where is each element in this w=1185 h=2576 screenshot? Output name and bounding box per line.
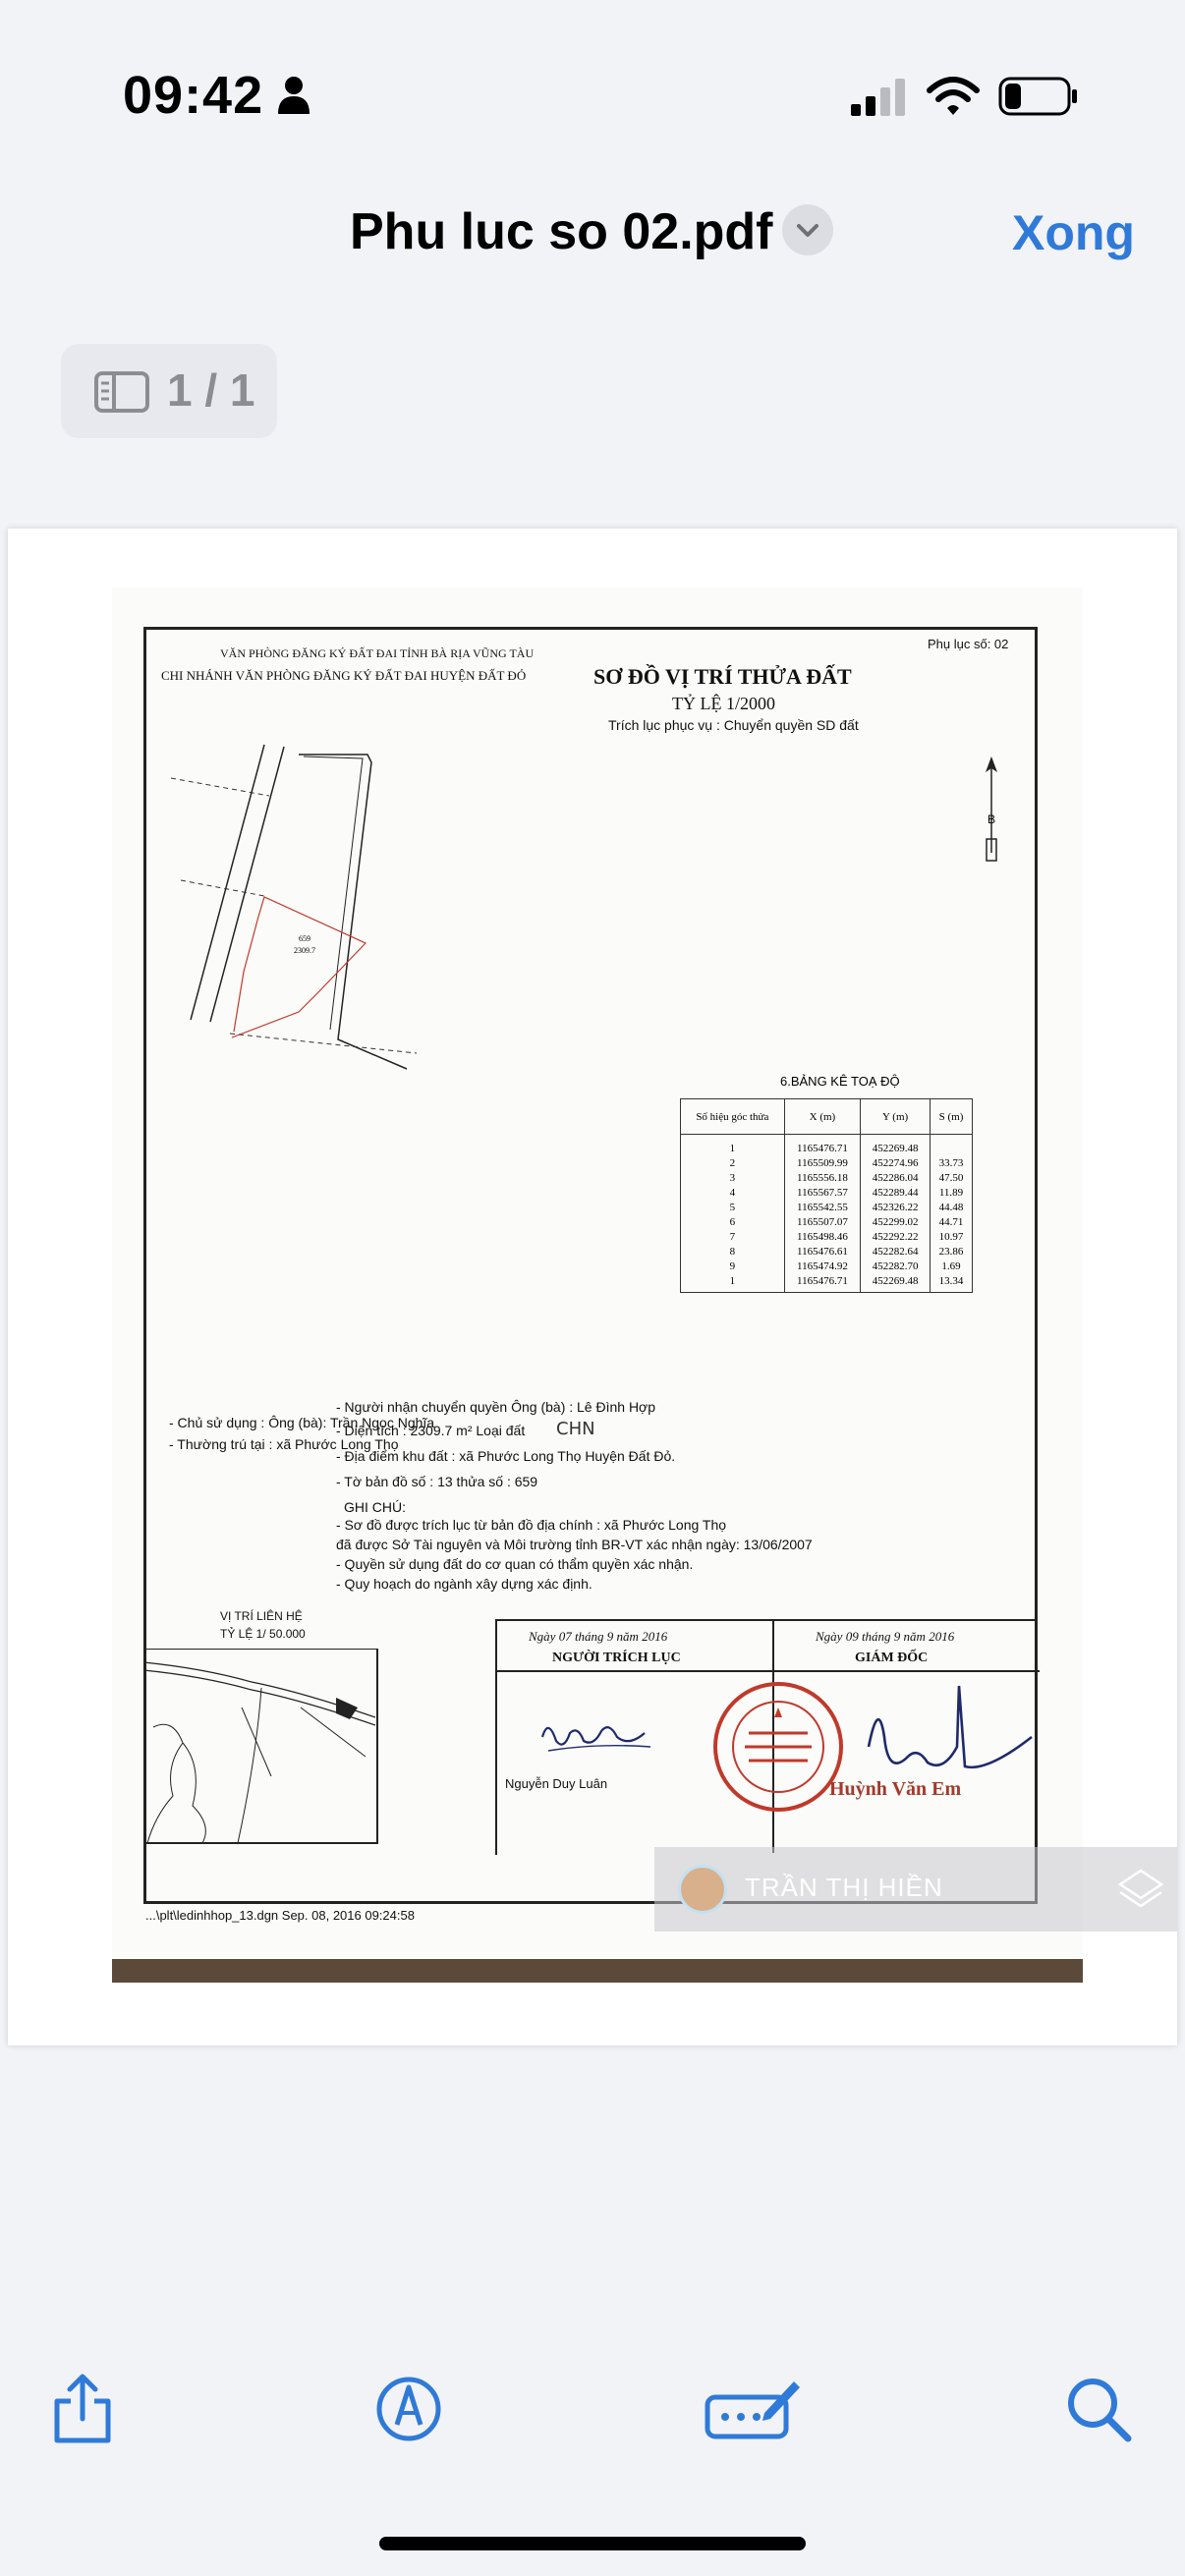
table-row: [681, 1135, 973, 1157]
parcel-area: 2309.7: [294, 946, 315, 955]
coord-cell: 1165509.99: [784, 1156, 860, 1171]
coord-header-cell: X (m): [784, 1099, 860, 1135]
location-map-title: VỊ TRÍ LIÊN HỆ: [220, 1609, 303, 1623]
coord-cell: 8: [681, 1245, 785, 1260]
coord-cell: 33.73: [931, 1156, 973, 1171]
scanned-document: [112, 588, 1083, 1983]
coord-header-cell: Số hiệu góc thửa: [681, 1099, 785, 1135]
location-map: [143, 1649, 387, 1845]
coord-cell: 9: [681, 1260, 785, 1274]
sidebar-icon: [94, 371, 149, 413]
watermark-text: TRẦN THỊ HIỀN: [745, 1873, 943, 1902]
coord-cell: 1165498.46: [784, 1230, 860, 1245]
coord-cell: [931, 1135, 973, 1157]
coord-cell: 1165474.92: [784, 1260, 860, 1274]
land-type: CHN: [556, 1419, 595, 1439]
table-row: [681, 1230, 973, 1245]
note-3: - Quyền sử dụng đất do cơ quan có thẩm quyền xác nhận.: [336, 1556, 694, 1572]
parcel-number: 659: [299, 934, 310, 943]
coord-cell: 1165507.07: [784, 1215, 860, 1230]
layers-icon: [1116, 1865, 1165, 1914]
signer-right: Huỳnh Văn Em: [829, 1778, 962, 1800]
coord-cell: 1165476.61: [784, 1245, 860, 1260]
coord-header-cell: Y (m): [861, 1099, 931, 1135]
appendix-label: Phụ lục số: 02: [928, 637, 1009, 651]
cellular-signal-icon: [849, 77, 908, 118]
date-left: Ngày 07 tháng 9 năm 2016: [529, 1629, 668, 1644]
coord-cell: 1165476.71: [784, 1135, 860, 1157]
document-main-title: SƠ ĐỒ VỊ TRÍ THỬA ĐẤT: [593, 664, 852, 689]
share-button[interactable]: [43, 2370, 122, 2448]
coord-cell: 13.34: [931, 1274, 973, 1293]
home-indicator[interactable]: [379, 2537, 806, 2550]
coord-cell: 47.50: [931, 1171, 973, 1186]
navigation-bar: [0, 187, 1185, 295]
location-map-scale: TỶ LỆ 1/ 50.000: [220, 1627, 306, 1641]
form-fill-icon: [704, 2370, 802, 2448]
purpose-label: Trích lục phục vụ : Chuyển quyền SD đất: [608, 717, 859, 733]
coord-cell: 6: [681, 1215, 785, 1230]
coord-cell: 452289.44: [861, 1186, 931, 1201]
coord-cell: 4: [681, 1186, 785, 1201]
coord-cell: 452326.22: [861, 1201, 931, 1215]
coord-cell: 11.89: [931, 1186, 973, 1201]
role-left: NGƯỜI TRÍCH LỤC: [552, 1651, 681, 1665]
coord-cell: 1165542.55: [784, 1201, 860, 1215]
coord-cell: 23.86: [931, 1245, 973, 1260]
note-2: đã được Sở Tài nguyên và Môi trường tỉnh BR-VT xác nhận ngày: 13/06/2007: [336, 1537, 813, 1552]
fill-form-button[interactable]: [704, 2370, 802, 2448]
coord-cell: 1: [681, 1135, 785, 1157]
coord-cell: 3: [681, 1171, 785, 1186]
markup-button[interactable]: [369, 2370, 448, 2448]
table-row: [681, 1156, 973, 1171]
coord-cell: 452282.64: [861, 1245, 931, 1260]
header-line-1: VĂN PHÒNG ĐĂNG KÝ ĐẤT ĐAI TỈNH BÀ RỊA VŨNG TÀU: [220, 646, 535, 660]
page-count: 1 / 1: [167, 364, 255, 416]
coord-cell: 452286.04: [861, 1171, 931, 1186]
coord-cell: 452274.96: [861, 1156, 931, 1171]
coord-cell: 452292.22: [861, 1230, 931, 1245]
title-menu-button[interactable]: [782, 204, 833, 255]
coord-cell: 1165556.18: [784, 1171, 860, 1186]
person-icon: [277, 75, 310, 116]
official-stamp: [709, 1678, 847, 1816]
receiver-line: - Người nhận chuyển quyền Ông (bà) : Lê Đình Hợp: [336, 1399, 656, 1415]
document-title[interactable]: Phu luc so 02.pdf: [350, 203, 773, 260]
search-icon: [1059, 2370, 1138, 2448]
header-line-2: CHI NHÁNH VĂN PHÒNG ĐĂNG KÝ ĐẤT ĐAI HUYỆN ĐẤT ĐỎ: [161, 668, 527, 683]
scale-label: TỶ LỆ 1/2000: [672, 694, 775, 713]
date-right: Ngày 09 tháng 9 năm 2016: [816, 1629, 955, 1644]
coord-cell: 452269.48: [861, 1274, 931, 1293]
note-1: - Sơ đồ được trích lục từ bản đồ địa chính : xã Phước Long Thọ: [336, 1517, 727, 1533]
notes-title: GHI CHÚ:: [344, 1499, 406, 1515]
sheet-line: - Tờ bản đồ số : 13 thửa số : 659: [336, 1474, 538, 1489]
scan-edge: [112, 1959, 1083, 1983]
coord-cell: 1: [681, 1274, 785, 1293]
markup-icon: [369, 2370, 448, 2448]
area-line: - Diện tích : 2309.7 m² Loại đất: [336, 1423, 526, 1438]
coord-cell: 2: [681, 1156, 785, 1171]
search-button[interactable]: [1059, 2370, 1138, 2448]
coord-cell: 1165476.71: [784, 1274, 860, 1293]
coord-cell: 5: [681, 1201, 785, 1215]
wifi-icon: [926, 75, 981, 118]
parcel-map: [151, 735, 564, 1187]
note-4: - Quy hoạch do ngành xây dựng xác định.: [336, 1576, 592, 1592]
north-arrow-icon: [977, 755, 1006, 872]
avatar: [678, 1865, 727, 1914]
table-row: [681, 1201, 973, 1215]
coord-cell: 44.71: [931, 1215, 973, 1230]
residence-line: - Thường trú tại : xã Phước Long Thọ: [169, 1436, 399, 1452]
battery-icon: [998, 75, 1079, 118]
signer-left: Nguyễn Duy Luân: [505, 1776, 608, 1791]
coord-cell: 10.97: [931, 1230, 973, 1245]
pdf-page[interactable]: [8, 529, 1177, 2045]
status-bar: [0, 0, 1185, 187]
page-indicator[interactable]: [61, 344, 277, 438]
table-row: [681, 1171, 973, 1186]
table-row: [681, 1260, 973, 1274]
owner-line: - Chủ sử dụng : Ông (bà): Trần Ngọc Nghĩa: [169, 1415, 435, 1430]
coordinate-table-title: 6.BẢNG KÊ TOẠ ĐỘ: [780, 1074, 900, 1089]
location-line: - Địa điểm khu đất : xã Phước Long Thọ Huyện Đất Đỏ.: [336, 1448, 676, 1464]
done-button[interactable]: Xong: [1012, 205, 1135, 260]
chevron-down-icon: [782, 204, 833, 255]
table-row: [681, 1245, 973, 1260]
coord-cell: 452299.02: [861, 1215, 931, 1230]
status-time: 09:42: [123, 66, 264, 125]
coordinate-table: [680, 1098, 973, 1293]
coord-header-cell: S (m): [931, 1099, 973, 1135]
coord-cell: 44.48: [931, 1201, 973, 1215]
table-row: [681, 1186, 973, 1201]
coord-cell: 1.69: [931, 1260, 973, 1274]
coord-cell: 452282.70: [861, 1260, 931, 1274]
coord-cell: 452269.48: [861, 1135, 931, 1157]
watermark-overlay: [654, 1847, 1177, 1932]
role-right: GIÁM ĐỐC: [855, 1651, 929, 1665]
table-row: [681, 1215, 973, 1230]
signature-left: [538, 1708, 656, 1766]
coord-cell: 1165567.57: [784, 1186, 860, 1201]
coord-cell: 7: [681, 1230, 785, 1245]
share-icon: [43, 2370, 122, 2448]
file-path-footer: ...\plt\ledinhhop_13.dgn Sep. 08, 2016 09:24:58: [145, 1908, 415, 1923]
north-label: B: [988, 812, 996, 826]
table-row: [681, 1274, 973, 1293]
